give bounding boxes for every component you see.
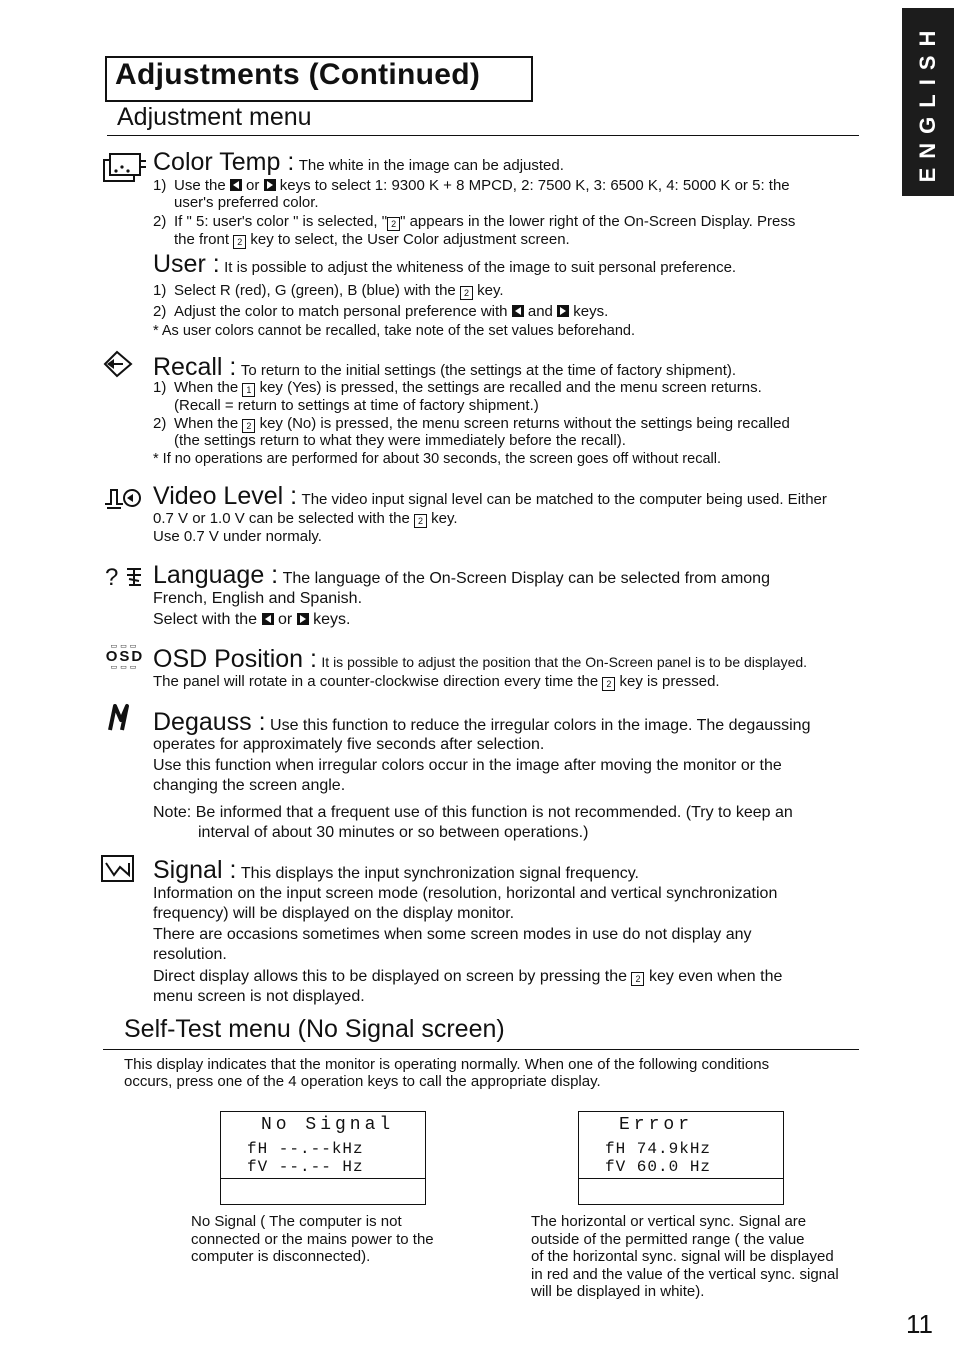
osd-position-line-1: The panel will rotate in a counter-clockwise direction every time the 2 key is pressed. (153, 673, 720, 690)
signal-line-5: Direct display allows this to be displayed on screen by pressing the 2 key even when the (153, 968, 783, 985)
page-number: 11 (906, 1309, 933, 1339)
recall-heading: Recall : To return to the initial settings (the settings at the time of factory shipment). (153, 353, 737, 381)
recall-step-1: 1) When the 1 key (Yes) is pressed, the settings are recalled and the menu screen returns. (153, 379, 762, 396)
user-step-2: 2) Adjust the color to match personal preference with and keys. (153, 303, 609, 320)
no-signal-caption: No Signal ( The computer is not connected or the mains power to the computer is disconnected). (191, 1213, 434, 1266)
recall-step-1-cont: (Recall = return to settings at time of factory shipment.) (174, 397, 539, 414)
error-display (578, 1111, 784, 1205)
degauss-line-2: Use this function when irregular colors occur in the image after moving the monitor or the (153, 757, 782, 774)
recall-step-2: 2) When the 2 key (No) is pressed, the menu screen returns without the settings being recalled (153, 415, 790, 432)
self-test-intro-2: occurs, press one of the 4 operation keys to call the appropriate display. (124, 1073, 601, 1090)
self-test-heading: Self-Test menu (No Signal screen) (124, 1015, 505, 1043)
key-2-icon: 2 (460, 286, 473, 300)
signal-line-4: resolution. (153, 946, 227, 963)
right-key-icon (297, 613, 309, 625)
self-test-rule (103, 1049, 859, 1050)
user-note: * As user colors cannot be recalled, take note of the set values beforehand. (153, 323, 636, 339)
language-line-2: Select with the or keys. (153, 611, 351, 628)
signal-line-6: menu screen is not displayed. (153, 988, 365, 1005)
degauss-note-1: Note: Be informed that a frequent use of this function is not recommended. (Try to keep an (153, 804, 793, 821)
recall-step-2-cont: (the settings return to what they were immediately before the recall). (174, 432, 626, 449)
user-step-1: 1) Select R (red), G (green), B (blue) with the 2 key. (153, 282, 504, 299)
no-signal-fv: fV --.-- Hz (247, 1158, 364, 1176)
signal-heading: Signal : This displays the input synchronization signal frequency. (153, 856, 639, 884)
video-level-heading: Video Level : The video input signal level can be matched to the computer being used. Either (153, 482, 827, 510)
video-level-icon (103, 486, 143, 510)
left-key-icon (262, 613, 274, 625)
error-fh: fH 74.9kHz (605, 1140, 712, 1158)
key-2-icon: 2 (387, 217, 400, 231)
section-subtitle: Adjustment menu (117, 103, 312, 131)
right-key-icon (264, 179, 276, 191)
recall-arrow-icon (103, 350, 133, 378)
osd-position-icon: ▭▭▭ OSD ▭▭▭ (105, 643, 145, 671)
no-signal-status-bar (221, 1178, 425, 1204)
key-2-icon: 2 (233, 235, 246, 249)
right-key-icon (557, 305, 569, 317)
key-2-icon: 2 (602, 677, 615, 691)
signal-icon (101, 855, 135, 883)
language-line-1: French, English and Spanish. (153, 590, 363, 607)
recall-note: * If no operations are performed for about 30 seconds, the screen goes off without recall. (153, 451, 721, 467)
degauss-note-2: interval of about 30 minutes or so between operations.) (198, 824, 589, 841)
degauss-line-1: operates for approximately five seconds after selection. (153, 736, 545, 753)
left-key-icon (512, 305, 524, 317)
key-2-icon: 2 (242, 419, 255, 433)
color-temp-step-2: 2) If " 5: user's color " is selected, " 2 " appears in the lower right of the On-Screen Display. Press (153, 213, 796, 230)
language-tab-label: ENGLISH (915, 21, 940, 183)
color-temp-step-1: 1) Use the or keys to select 1: 9300 K + 8 MPCD, 2: 7500 K, 3: 6500 K, 4: 5000 K or 5: the (153, 177, 790, 194)
signal-line-3: There are occasions sometimes when some screen modes in use do not display any (153, 926, 752, 943)
no-signal-display (220, 1111, 426, 1205)
error-status-bar (579, 1178, 783, 1204)
subtitle-rule (107, 135, 859, 136)
no-signal-title: No Signal (261, 1115, 395, 1135)
signal-line-2: frequency) will be displayed on the display monitor. (153, 905, 515, 922)
degauss-heading: Degauss : Use this function to reduce the irregular colors in the image. The degaussing (153, 708, 811, 736)
degauss-line-3: changing the screen angle. (153, 777, 346, 794)
signal-line-1: Information on the input screen mode (resolution, horizontal and vertical synchronization (153, 885, 778, 902)
language-heading: Language : The language of the On-Screen Display can be selected from among (153, 561, 770, 589)
page-title: Adjustments (Continued) (115, 58, 481, 91)
key-2-icon: 2 (631, 972, 644, 986)
language-tab (902, 8, 954, 196)
video-level-line-1: 0.7 V or 1.0 V can be selected with the 2 key. (153, 510, 458, 527)
color-temp-step-2-cont: the front 2 key to select, the User Color adjustment screen. (174, 231, 570, 248)
self-test-intro-1: This display indicates that the monitor is operating normally. When one of the following conditions (124, 1056, 770, 1073)
color-temp-heading: Color Temp : The white in the image can be adjusted. (153, 148, 564, 176)
degauss-icon (104, 702, 134, 732)
color-temp-icon (103, 153, 147, 183)
error-title: Error (619, 1115, 694, 1135)
user-heading: User : It is possible to adjust the whiteness of the image to suit personal preference. (153, 250, 737, 278)
video-level-line-2: Use 0.7 V under normaly. (153, 528, 322, 545)
svg-text:?: ? (105, 564, 119, 589)
language-icon (105, 563, 147, 589)
error-fv: fV 60.0 Hz (605, 1158, 712, 1176)
no-signal-fh: fH --.--kHz (247, 1140, 364, 1158)
osd-position-heading: OSD Position : It is possible to adjust the position that the On-Screen panel is to be displayed. (153, 645, 808, 673)
key-1-icon: 1 (242, 383, 255, 397)
key-2-icon: 2 (414, 514, 427, 528)
color-temp-step-1-cont: user's preferred color. (174, 194, 319, 211)
error-caption: The horizontal or vertical sync. Signal are outside of the permitted range ( the value of the horizontal sync. signal will be displayed in red and the value of the vertical sync. signal will be displayed in white). (531, 1213, 839, 1301)
left-key-icon (230, 179, 242, 191)
